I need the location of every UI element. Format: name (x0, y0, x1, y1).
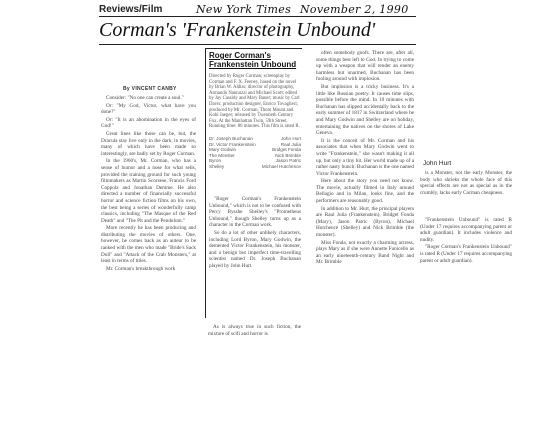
byline: By VINCENT CANBY (123, 86, 177, 92)
cast-role: Byron (209, 158, 222, 164)
article-paragraph: Or: "My God, Victor, what have you done?" (101, 102, 196, 116)
article-paragraph: More recently he has been producing and distributing the movies of others. One, however, he comes back as an auteur to be ranked with the men who made "Bride's Sack Doll" and "Attack of the Crab Monsters," at least in terms of titles. (101, 225, 196, 265)
article-paragraph: Or: "It is an abomination in the eyes of God!" (101, 116, 196, 130)
photo-placeholder (420, 45, 512, 157)
top-rule (99, 16, 416, 17)
section-label: Reviews/Film (99, 4, 163, 15)
article-paragraph: As is always true in such fiction, the mixture of scifi and horror is (208, 324, 301, 337)
article-column-3 (316, 50, 414, 420)
article-column-1 (101, 95, 196, 420)
handwritten-publication: New York Times (196, 3, 292, 16)
cast-actor: Michael Hutchence (261, 163, 301, 169)
article-column-2-top (209, 196, 301, 316)
infobox-title-line-1: Roger Corman's (209, 51, 271, 60)
article-paragraph: Miss Fonda, not exactly a charming actress, plays Mary as if she were Annette Funicello as an early nineteenth-century Band Night and Mr. Brimble (316, 239, 414, 266)
cast-list (209, 136, 301, 170)
cast-actor: Raul Julia (280, 141, 301, 147)
article-paragraph: But implosion is a tricky business. It's a little like Russian poetry. It causes time slips, possible before the mind. In 10 minutes with Buchanan has slipped accidentally back to the early summer of 1817 in Switzerland where he and Mary Godwin and Shelley are on holiday, entertaining the natives on the shores of Lake Geneva. (316, 83, 414, 137)
infobox-title (209, 51, 301, 69)
infobox-left-rule (205, 48, 206, 318)
article-paragraph: "Roger Corman's Frankenstein Unbound" is rated R (Under 17 requires accompanying parent or adult guardian). (420, 244, 512, 264)
article-column-4 (420, 217, 512, 347)
headline: Corman's 'Frankenstein Unbound' (99, 19, 376, 41)
article-paragraph: Here about the story you need not know. The movie, actually filmed in Italy around Bellagio and in Milan, looks fine, and the performers are reasonably good. (316, 178, 414, 205)
cast-actor: John Hurt (281, 136, 301, 141)
article-paragraph: often somebody goofs. There are, after all, some things best left to God. In trying to come up with a weapon that will render an enemy harmless but unarmed, Buchanan has been fooling around with implosion. (316, 50, 414, 83)
photo-caption: John Hurt (423, 160, 452, 167)
article-paragraph: Mr. Corman's breakthrough work (106, 265, 176, 272)
infobox-credits: Directed by Roger Corman; screenplay by Corman and F. X. Feeney, based on the novel by Brian W. Aldiss; director of photography, Armando Nannuzzi and Michael Scott; edited by Jay Cassidy and Mary Bauer; music by Carl Davis; production designer, Enrico Tovaglieri; produced by Mr. Corman, Thom Mount and Kobi Jaeger; released by Twentieth Century Fox. At the Manhattan Twin, 59th Street. Running time: 86 minutes. This film is rated R. (209, 74, 300, 130)
infobox-top-rule (205, 48, 302, 49)
cast-actor: Nick Brimble (275, 152, 301, 158)
article-paragraph: In the 1960's, Mr. Corman, who has a sense of humor and a nose for what sells, provided the training ground for such young filmmakers as Martin Scorsese, Francis Ford Coppola and Jonathan Demme. He also directed a number of financially successful horror and science fiction films on his own, the best being a series of wonderfully camp classics, including "The Masque of the Red Death" and "The Pit and the Pendulum." (101, 158, 196, 224)
review-infobox (205, 48, 302, 318)
cast-role: Dr. Victor Frankenstein (209, 141, 256, 147)
cast-row (209, 164, 301, 170)
article-paragraph: Great lines like those can be, but, the Dracula stay live only in the dark, in movies, many of which have been made so interestingly, are badly set by Roger Corman. (101, 130, 196, 157)
article-paragraph: "Roger Corman's Frankenstein Unbound," which is not to be confused with Percy Bysshe Shelley's "Prometheus Unbound," though Shelley turns up as a character in the Corman work. (209, 196, 301, 229)
article-paragraph: It is the conceit of Mr. Corman and his associates that when Mary Godwin went to write "Frankenstein," she wasn't making it all up, but only a tiny bit. Her world made up of a rather nasty bunch. Buchanan is the one named Victor Frankenstein. (316, 137, 414, 177)
article-column-2 (208, 324, 301, 424)
handwritten-date: November 2, 1990 (300, 3, 409, 16)
cast-role: Dr. Joseph Buchanan (209, 136, 253, 141)
cast-role: The Monster (209, 152, 235, 158)
infobox-title-line-2: Frankenstein Unbound (209, 60, 297, 69)
cast-actor: Jason Patric (275, 158, 301, 164)
cast-actor: Bridget Fonda (272, 147, 301, 153)
article-paragraph: is a Monster, not the early Monster, the body who shrieks the whole face of this special effects are not as special as in the crumbly, lacks early Corman cheapness. (420, 170, 512, 196)
article-paragraph: So do a lot of other unlikely characters, including Lord Byron, Mary Godwin, the demented Victor Frankenstein, his monster, and a benign but imperfect time-travelling scientist named Dr. Joseph Buchanan played by John Hurt. (209, 229, 301, 269)
article-paragraph: In addition to Mr. Hurt, the principal players are Raul Julia (Frankenstein), Bridget Fonda (Mary), Jason Patric (Byron), Michael Hutchence (Shelley) and Nick Brimble (the monster). (316, 205, 414, 239)
article-paragraph: "Frankenstein Unbound" is rated R (Under 17 requires accompanying parent or adult guardian). It includes violence and nudity. (420, 217, 512, 243)
headline-rule (99, 44, 416, 45)
cast-role: Mary Godwin (209, 147, 237, 153)
article-paragraph: Consider: "No one can create a soul." (106, 95, 184, 101)
cast-role: Shelley (209, 163, 225, 169)
article-column-4-top (420, 170, 512, 206)
